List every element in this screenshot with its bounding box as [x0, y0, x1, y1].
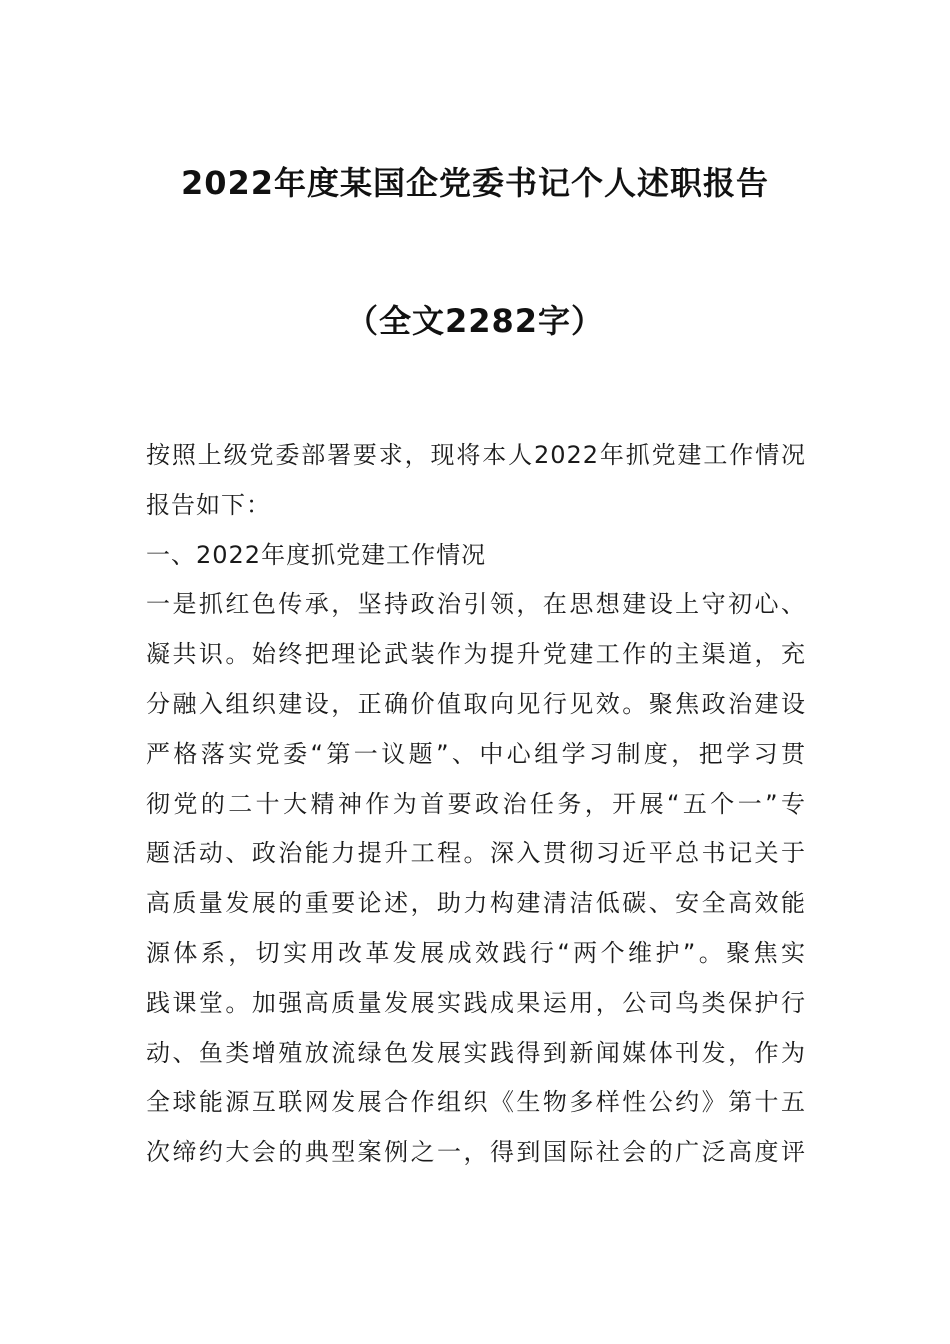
body-line: 高质量发展的重要论述，助力构建清洁低碳、安全高效能 — [146, 889, 806, 918]
document-body — [146, 431, 806, 1178]
body-line: 全球能源互联网发展合作组织《生物多样性公约》第十五 — [146, 1088, 806, 1117]
body-line: 彻党的二十大精神作为首要政治任务，开展“五个一”专 — [146, 789, 806, 818]
body-line: 践课堂。加强高质量发展实践成果运用，公司鸟类保护行 — [146, 988, 806, 1017]
body-line: 按照上级党委部署要求，现将本人2022年抓党建工作情况 — [146, 441, 806, 469]
body-line: 分融入组织建设，正确价值取向见行见效。聚焦政治建设 — [146, 689, 806, 718]
body-line: 一是抓红色传承，坚持政治引领，在思想建设上守初心、 — [146, 590, 806, 619]
document-title: 2022年度某国企党委书记个人述职报告 — [180, 164, 770, 202]
section-heading: 一、2022年度抓党建工作情况 — [146, 540, 487, 569]
body-line: 凝共识。始终把理论武装作为提升党建工作的主渠道，充 — [146, 640, 806, 669]
body-line: 源体系，切实用改革发展成效践行“两个维护”。聚焦实 — [146, 938, 806, 967]
document-subtitle: （全文2282字） — [345, 302, 605, 340]
body-line: 严格落实党委“第一议题”、中心组学习制度，把学习贯 — [146, 739, 806, 768]
body-line: 动、鱼类增殖放流绿色发展实践得到新闻媒体刊发，作为 — [146, 1038, 806, 1067]
body-line: 次缔约大会的典型案例之一，得到国际社会的广泛高度评 — [146, 1138, 806, 1167]
body-line: 报告如下： — [146, 490, 271, 519]
body-line: 题活动、政治能力提升工程。深入贯彻习近平总书记关于 — [146, 839, 806, 868]
